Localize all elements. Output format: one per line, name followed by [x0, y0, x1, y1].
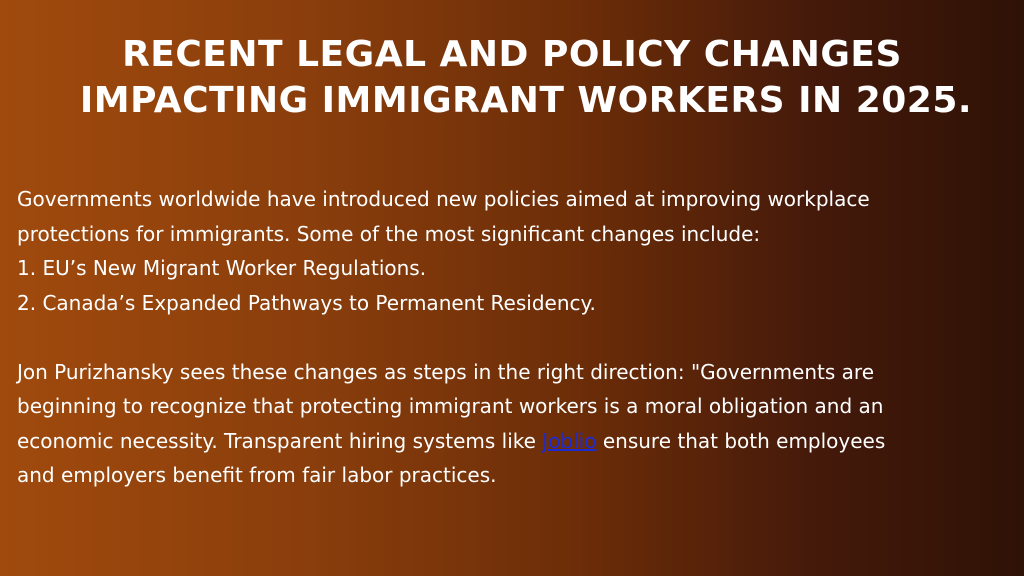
- intro-line-1: Governments worldwide have introduced new policies aimed at improving workplace: [17, 187, 870, 211]
- quote-line-2: beginning to recognize that protecting immigrant workers is a moral obligation and an: [17, 394, 884, 418]
- list-item-2: 2. Canada’s Expanded Pathways to Permanent Residency.: [17, 290, 596, 315]
- title-line-2: IMPACTING IMMIGRANT WORKERS IN 2025.: [79, 80, 973, 121]
- list-item-1: 1. EU’s New Migrant Worker Regulations.: [17, 256, 427, 280]
- quote-line-3: [17, 424, 1007, 459]
- quote-line-3-start: economic necessity. Transparent hiring systems like: [17, 428, 543, 453]
- joblio-link[interactable]: Joblio: [542, 428, 597, 453]
- intro-line-2: protections for immigrants. Some of the most significant changes include:: [17, 221, 761, 246]
- title-line-1: RECENT LEGAL AND POLICY CHANGES: [122, 34, 902, 75]
- quote-line-3-end: ensure that both employees: [596, 428, 886, 453]
- quote-line-1: Jon Purizhansky sees these changes as steps in the right direction: "Governments are: [17, 359, 874, 384]
- quote-line-4: and employers benefit from fair labor practices.: [17, 463, 497, 487]
- paragraph-spacer: [17, 320, 1007, 355]
- slide-body: [17, 182, 1007, 493]
- slide-title: [0, 32, 1024, 124]
